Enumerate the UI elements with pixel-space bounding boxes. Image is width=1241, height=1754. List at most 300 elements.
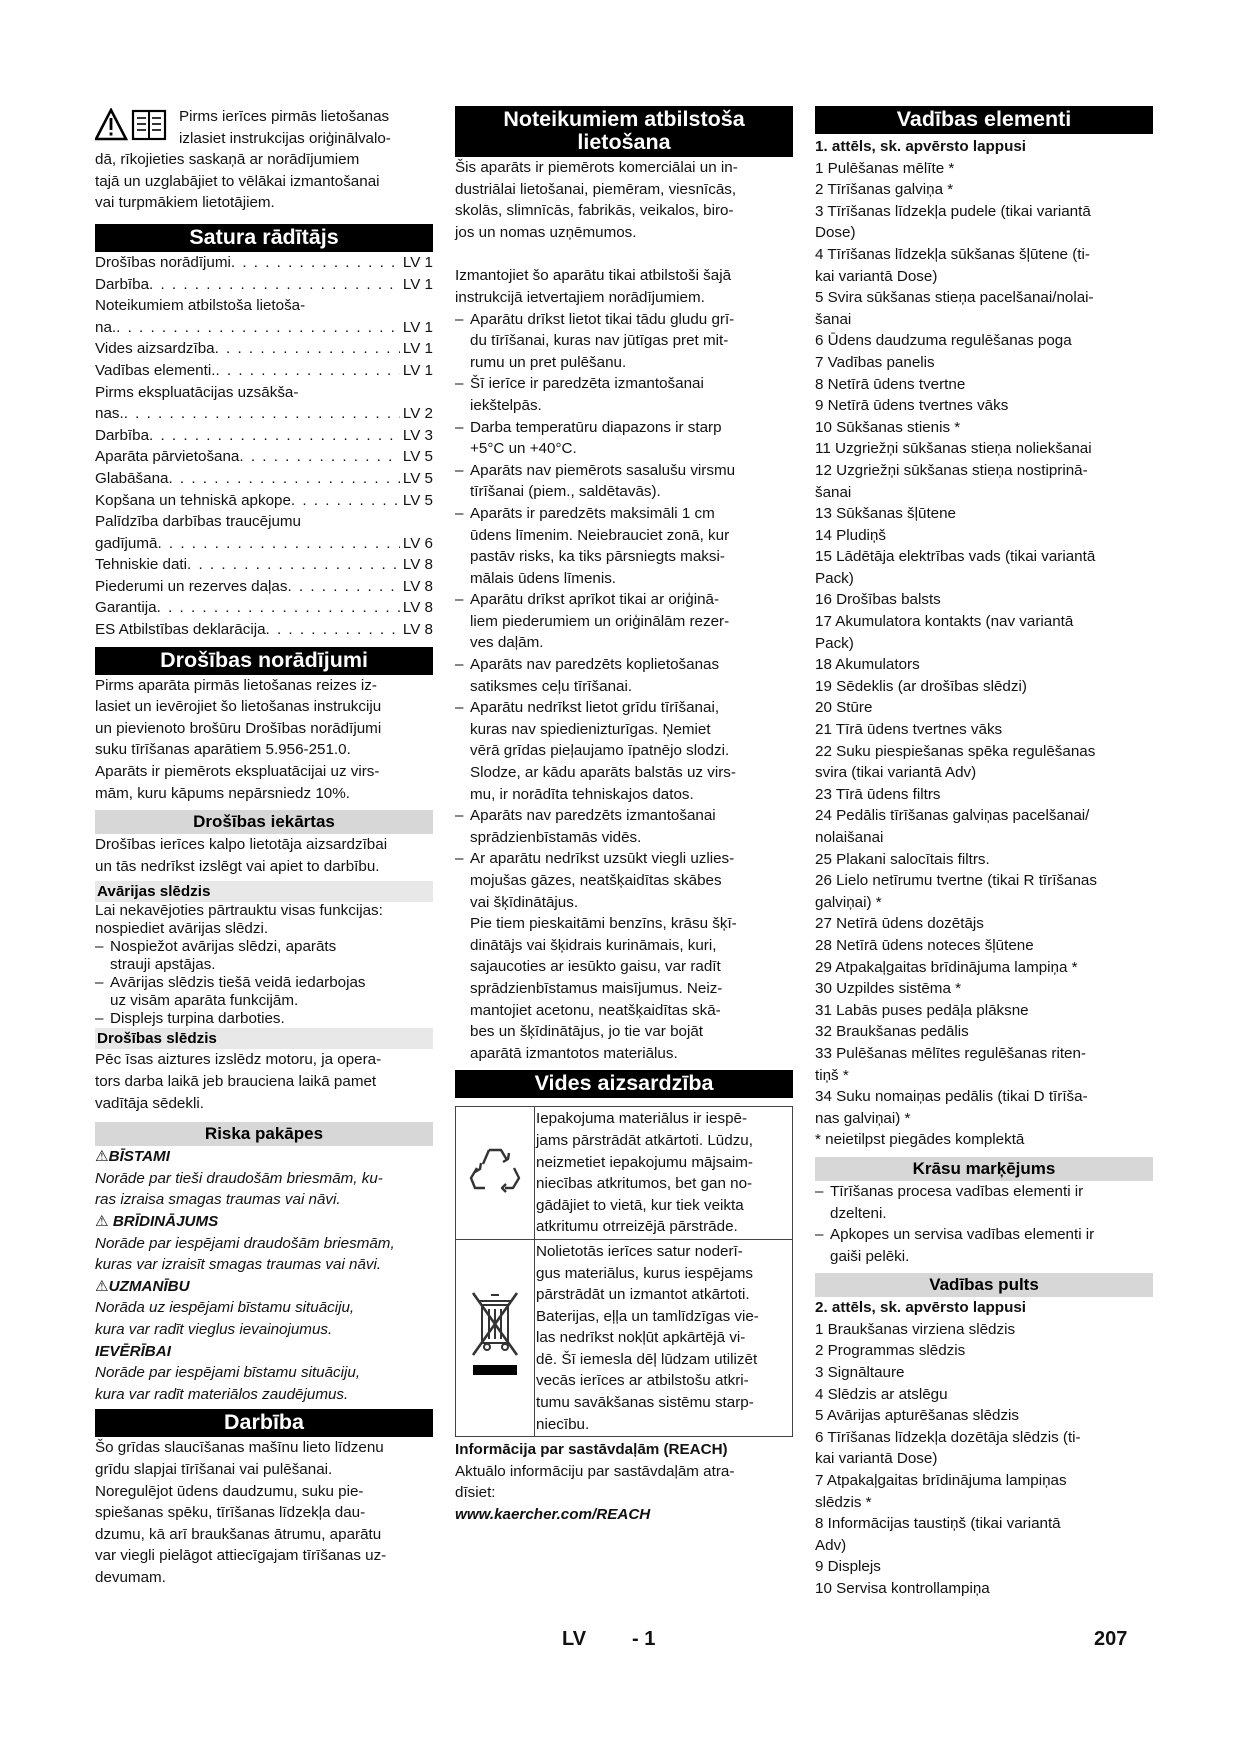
text-line: Aparāts ir piemērots ekspluatācijai uz virs- — [95, 763, 380, 781]
list-item-line: kai variantā Dose) — [815, 267, 938, 285]
intro-line: Pirms ierīces pirmās lietošanas — [179, 108, 390, 125]
list-item-line: 11 Uzgriežņi sūkšanas stieņa noliekšanai — [815, 440, 1092, 458]
list-item — [815, 503, 1153, 525]
text-line: Noregulējot ūdens daudzumu, suku pie- — [95, 1482, 364, 1500]
risk-level-description: kuras var izraisīt smagas traumas vai nāvi. — [95, 1256, 382, 1274]
risk-level-description: ras izraisa smagas traumas vai nāvi. — [95, 1191, 341, 1209]
toc-item — [95, 317, 433, 339]
env-text-line: niecības atkritumos, bet gan no- — [536, 1175, 753, 1193]
list-item-line: uz visām aparāta funkcijām. — [110, 992, 299, 1010]
text-line: Pirms aparāta pirmās lietošanas reizes iz- — [95, 676, 377, 694]
list-item — [815, 957, 1153, 979]
list-item — [815, 330, 1153, 352]
emergency-heading: Avārijas slēdzis — [95, 881, 433, 902]
list-item — [815, 1086, 1153, 1129]
list-item-line: 12 Uzgriežņi sūkšanas stieņa nostiprinā- — [815, 461, 1088, 479]
controls-heading: Vadības elementi — [815, 106, 1153, 134]
toc-item-title: Darbība — [95, 426, 150, 444]
toc-item — [95, 295, 433, 317]
env-text-line: jams pārstrādāt atkārtoti. Lūdzu, — [536, 1131, 753, 1149]
column-3 — [815, 106, 1153, 1600]
list-item-line: 18 Akumulators — [815, 656, 920, 674]
list-item — [815, 546, 1153, 589]
list-item-line: 4 Tīrīšanas līdzekļa sūkšanas šļūtene (ti- — [815, 245, 1090, 263]
text-line: un pievienoto brošūru Drošības norādījumi — [95, 719, 382, 737]
text-line: Šo grīdas slaucīšanas mašīnu lieto līdzenu — [95, 1439, 384, 1457]
list-item — [815, 1405, 1153, 1427]
text-line: grīdu slapjai tīrīšanai vai pulēšanai. — [95, 1460, 333, 1478]
list-item-line: galviņai) * — [815, 893, 882, 911]
toc-item-page: LV 2 — [402, 405, 433, 423]
list-item — [455, 589, 793, 654]
list-item — [815, 1043, 1153, 1086]
toc-leader — [187, 554, 400, 576]
list-item-line: liem piederumiem un oriģinālām rezer- — [470, 612, 730, 630]
toc-item — [95, 597, 433, 619]
list-item — [815, 978, 1153, 1000]
list-item-line: 9 Netīrā ūdens tvertnes vāks — [815, 397, 1009, 415]
list-item-line: ūdens līmenim. Neiebrauciet zonā, kur — [470, 526, 730, 544]
toc-item-title: Garantija — [95, 599, 157, 617]
list-item-line: – Šī ierīce ir paredzēta izmantošanai — [470, 375, 704, 393]
environment-heading: Vides aizsardzība — [455, 1070, 793, 1098]
footer-page-number: 207 — [1094, 1628, 1128, 1650]
list-item-line: sajaucoties ar iesūkto gaisu, var radīt — [470, 958, 721, 976]
column-1 — [95, 106, 433, 1588]
text-line: Aktuālo informāciju par sastāvdaļām atra- — [455, 1462, 735, 1480]
list-item-line: pastāv risks, ka tiks pārsniegts maksi- — [470, 548, 725, 566]
list-item-line: 24 Pedālis tīrīšanas galviņas pacelšanai/ — [815, 807, 1090, 825]
list-item — [815, 697, 1153, 719]
list-item — [815, 1000, 1153, 1022]
list-item-line: 6 Tīrīšanas līdzekļa dozētāja slēdzis (ti- — [815, 1428, 1081, 1446]
toc-leader — [231, 252, 400, 274]
list-item — [815, 287, 1153, 330]
list-item-line: – Aparāts nav piemērots sasalušu virsmu — [470, 461, 736, 479]
figure-1-ref: 1. attēls, sk. apvērsto lappusi — [815, 138, 1027, 155]
safety-text — [95, 675, 433, 805]
risk-level-description: Norāde par tieši draudošām briesmām, ku- — [95, 1169, 383, 1187]
list-item-line: 15 Lādētāja elektrības vads (tikai variantā — [815, 548, 1096, 566]
toc-leader — [149, 274, 400, 296]
list-item-line: 7 Atpakaļgaitas brīdinājuma lampiņas — [815, 1472, 1067, 1490]
toc-item-title: Palīdzība darbības traucējumu — [95, 513, 301, 531]
toc-item — [95, 619, 433, 641]
risk-level-description: Norāde par iespējami bīstamu situāciju, — [95, 1364, 361, 1382]
list-item-line: 16 Drošības balsts — [815, 591, 941, 609]
list-item-line: ves daļām. — [470, 634, 544, 652]
list-item — [815, 395, 1153, 417]
list-item — [455, 373, 793, 416]
toc-item-page: LV 1 — [402, 340, 433, 358]
text-line: dustriālai lietošanai, piemēram, viesnīcās, — [455, 180, 737, 198]
risk-level-description: Norāda uz iespējami bīstamu situāciju, — [95, 1299, 355, 1317]
toc-item-title: Glabāšana — [95, 469, 169, 487]
toc-item — [95, 382, 433, 404]
toc-leader — [149, 425, 400, 447]
text-line: dīsiet: — [455, 1484, 496, 1502]
color-coding-heading: Krāsu marķējums — [815, 1157, 1153, 1181]
toc-item — [95, 338, 433, 360]
text-line: tors darba laikā jeb brauciena laikā pamet — [95, 1073, 377, 1090]
list-item-line: vērā grīdas pieļaujamo īpatnējo slodzi. — [470, 742, 730, 760]
risk-level-label: IEVĒRĪBAI — [95, 1342, 171, 1360]
intro-line: izlasiet instrukcijas oriģinālvalo- — [179, 129, 391, 147]
list-item — [815, 417, 1153, 439]
toc-item-title: nas. — [95, 405, 124, 423]
toc-item-page: LV 8 — [402, 556, 433, 574]
toc-leader — [157, 597, 400, 619]
list-item-line: 23 Tīrā ūdens filtrs — [815, 785, 941, 803]
text-line: jos un nomas uzņēmumos. — [455, 223, 637, 241]
list-item — [95, 938, 433, 974]
list-item-line: 29 Atpakaļgaitas brīdinājuma lampiņa * — [815, 958, 1078, 976]
toc-item-title: Vadības elementi. — [95, 361, 216, 379]
text-line: vadītāja sēdekli. — [95, 1094, 204, 1112]
list-item — [815, 1340, 1153, 1362]
reach-heading: Informācija par sastāvdaļām (REACH) — [455, 1441, 728, 1459]
list-item-line: 8 Informācijas taustiņš (tikai variantā — [815, 1515, 1061, 1533]
env-text-line: las nedrīkst nokļūt apkārtējā vi- — [536, 1329, 746, 1347]
env-text-line: neizmetiet iepakojumu mājsaim- — [536, 1153, 753, 1171]
column-2 — [455, 106, 793, 1526]
toc-item — [95, 403, 433, 425]
list-item — [815, 676, 1153, 698]
risk-level-label: ⚠UZMANĪBU — [95, 1277, 190, 1295]
list-item-line: 17 Akumulatora kontakts (nav variantā — [815, 613, 1074, 631]
list-item-line: 10 Servisa kontrollampiņa — [815, 1580, 990, 1597]
list-item — [815, 201, 1153, 244]
toc-item — [95, 554, 433, 576]
list-item-line: satiksmes ceļu tīrīšanai. — [470, 677, 633, 695]
safety-switch-heading: Drošības slēdzis — [95, 1028, 433, 1049]
list-item-line: 8 Netīrā ūdens tvertne — [815, 375, 966, 393]
list-item — [815, 784, 1153, 806]
toc-item — [95, 274, 433, 296]
list-item-line: 26 Lielo netīrumu tvertne (tikai R tīrīšanas — [815, 872, 1097, 890]
list-item-line: kuras nav spiedienizturīgas. Ņemiet — [470, 720, 711, 738]
list-item — [455, 309, 793, 374]
list-item — [815, 935, 1153, 957]
list-item — [815, 1362, 1153, 1384]
text-line: Pēc īsas aiztures izslēdz motoru, ja opera- — [95, 1051, 382, 1069]
list-item — [455, 654, 793, 697]
intro-block — [95, 106, 433, 214]
list-item-line: Dose) — [815, 224, 856, 242]
list-item-line: – Aparātu drīkst aprīkot tikai ar oriģinā- — [470, 591, 720, 609]
toc-item-page: LV 8 — [402, 599, 433, 617]
list-item-line: – Nospiežot avārijas slēdzi, aparāts — [110, 938, 337, 956]
list-item-line: 6 Ūdens daudzuma regulēšanas poga — [815, 332, 1072, 350]
list-item-line: dinātājs vai šķidrais kurināmais, kuri, — [470, 936, 717, 954]
operation-heading: Darbība — [95, 1409, 433, 1437]
toc-item-title: gadījumā — [95, 534, 158, 552]
intro-line: vai turpmākiem lietotājiem. — [95, 194, 275, 212]
toc-item — [95, 425, 433, 447]
list-item-line: Pie tiem pieskaitāmi benzīns, krāsu šķī- — [470, 915, 737, 933]
list-item-line: iekštelpās. — [470, 396, 542, 414]
text-line: Drošības ierīces kalpo lietotāja aizsardzībai — [95, 836, 388, 854]
list-item-line: 1 Braukšanas virziena slēdzis — [815, 1320, 1016, 1338]
toc-item-title: Drošības norādījumi — [95, 253, 231, 271]
emergency-list — [95, 938, 433, 1028]
toc-item-page: LV 1 — [402, 253, 433, 271]
list-item — [815, 460, 1153, 503]
toc-item-title: Darbība — [95, 275, 150, 293]
toc-item — [95, 533, 433, 555]
list-item-line: kai variantā Dose) — [815, 1450, 938, 1468]
list-item — [815, 741, 1153, 784]
heading-line: lietošana — [577, 130, 671, 154]
toc-item-page: LV 1 — [402, 361, 433, 379]
toc-item-title: Pirms ekspluatācijas uzsākša- — [95, 383, 299, 401]
list-item-line: 31 Labās puses pedāļa plāksne — [815, 1001, 1029, 1019]
toc-item-page: LV 3 — [402, 426, 433, 444]
list-item — [815, 374, 1153, 396]
env-text-line: gādājiet to vietā, kur tiek veikta — [536, 1196, 744, 1214]
list-item — [815, 1470, 1153, 1513]
toc-leader — [215, 360, 399, 382]
toc-leader — [168, 468, 399, 490]
toc-item-title: Noteikumiem atbilstoša lietoša- — [95, 297, 306, 315]
list-item — [95, 974, 433, 1010]
toc-item — [95, 360, 433, 382]
list-item-line: mu, ir norādīta tehniskajos datos. — [470, 785, 694, 803]
risk-level-description: Norāde par iespējami draudošām briesmām, — [95, 1234, 395, 1252]
toc-item-page: LV 8 — [402, 577, 433, 595]
list-item — [815, 913, 1153, 935]
list-item-line: mojušas gāzes, neatšķaidītas skābes — [470, 872, 722, 889]
controls-list — [815, 158, 1153, 1130]
toc-item-page: LV 6 — [402, 534, 433, 552]
list-item-line: šanai — [815, 310, 852, 328]
list-item-line: mantojiet acetonu, neatšķaidītas skā- — [470, 1001, 721, 1019]
list-item-line: mālais ūdens līmenis. — [470, 569, 617, 587]
env-text-line: dē. Šī iemesla dēļ lūdzam utilizēt — [536, 1350, 758, 1368]
list-item — [95, 1010, 433, 1028]
list-item-line: aparātā izmantotos materiālus. — [470, 1044, 678, 1062]
toc-item-title: na. — [95, 318, 117, 336]
toc-leader — [215, 338, 400, 360]
env-text-line: atkritumu otrreizējā pārstrāde. — [536, 1218, 738, 1236]
risk-level-label: ⚠ BRĪDINĀJUMS — [95, 1212, 219, 1230]
text-line: nospiediet avārijas slēdzi. — [95, 920, 269, 938]
toc-item-title: Tehniskie dati — [95, 556, 188, 574]
text-line: dzumu, kā arī braukšanas ātrumu, aparātu — [95, 1525, 382, 1543]
list-item — [815, 611, 1153, 654]
footer-local-page: - 1 — [632, 1628, 656, 1650]
list-item-line: bes un šķīdinātājus, jo tie var bojāt — [470, 1023, 704, 1041]
list-item — [455, 503, 793, 589]
list-item-line: du tīrīšanai, kuras nav jūtīgas pret mit- — [470, 332, 729, 350]
list-item-line: nas galviņai) * — [815, 1109, 911, 1127]
list-item-line: Adv) — [815, 1536, 847, 1554]
text-line: Šis aparāts ir piemērots komerciālai un in- — [455, 159, 738, 176]
env-text-line: Nolietotās ierīces satur noderī- — [536, 1242, 743, 1260]
list-item — [815, 1556, 1153, 1578]
env-text-line: Iepakojuma materiālus ir iespē- — [536, 1110, 748, 1128]
table-of-contents — [95, 252, 433, 641]
list-item-line: 3 Tīrīšanas līdzekļa pudele (tikai variantā — [815, 202, 1091, 220]
intro-line: tajā un uzglabājiet to vēlākai izmantošanai — [95, 172, 380, 190]
intended-use-list — [455, 309, 793, 1065]
list-item-line: – Ar aparātu nedrīkst uzsūkt viegli uzlies- — [470, 850, 735, 868]
list-item-line: 4 Slēdzis ar atslēgu — [815, 1385, 948, 1403]
list-item-line: – Displejs turpina darboties. — [110, 1010, 285, 1028]
list-item-line: 9 Displejs — [815, 1558, 881, 1576]
heading-line: Noteikumiem atbilstoša — [503, 107, 745, 131]
env-row-packaging — [456, 1107, 793, 1240]
list-item — [815, 158, 1153, 180]
list-item-line: 32 Braukšanas pedālis — [815, 1023, 969, 1041]
list-item — [815, 1578, 1153, 1600]
toc-heading: Satura rādītājs — [95, 224, 433, 252]
list-item — [815, 1513, 1153, 1556]
text-line: suku tīrīšanas aparātiem 5.956-251.0. — [95, 741, 351, 759]
list-item-line: 13 Sūkšanas šļūtene — [815, 505, 957, 523]
list-item-line: – Aparāts nav paredzēts izmantošanai — [470, 807, 716, 825]
toc-item-title: Piederumi un rezerves daļas — [95, 577, 288, 595]
intended-use-heading — [455, 106, 793, 157]
toc-item-title: Kopšana un tehniskā apkope — [95, 491, 291, 509]
toc-item — [95, 446, 433, 468]
list-item-line: 21 Tīrā ūdens tvertnes vāks — [815, 721, 1003, 739]
list-item-line: 2 Tīrīšanas galviņa * — [815, 181, 954, 199]
footer-language: LV — [562, 1628, 587, 1650]
toc-item-title: Aparāta pārvietošana — [95, 448, 240, 466]
risk-levels — [95, 1146, 433, 1405]
toc-leader — [239, 446, 399, 468]
toc-item-page: LV 1 — [402, 275, 433, 293]
list-item — [815, 654, 1153, 676]
list-item-line: Slodze, ar kādu aparāts balstās uz virs- — [470, 764, 736, 782]
warning-manual-icon — [95, 108, 175, 142]
list-item-line: 7 Vadības panelis — [815, 353, 935, 371]
list-item — [815, 870, 1153, 913]
crossed-bin-icon — [456, 1239, 535, 1436]
env-text-packaging — [535, 1107, 793, 1240]
toc-leader — [157, 533, 399, 555]
toc-leader — [266, 619, 400, 641]
list-item-line: gaiši pelēki. — [830, 1247, 910, 1265]
list-item-line: Pack) — [815, 569, 854, 587]
text-line: instrukcijā ietvertajiem norādījumiem. — [455, 288, 705, 306]
operation-text — [95, 1437, 433, 1588]
toc-item — [95, 490, 433, 512]
risk-level-description: kura var radīt materiālos zaudējumus. — [95, 1385, 349, 1403]
list-item — [815, 805, 1153, 848]
list-item-line: šanai — [815, 483, 852, 501]
toc-item-page: LV 8 — [402, 621, 433, 639]
list-item-line: 34 Suku nomaiņas pedālis (tikai D tīrīša- — [815, 1088, 1088, 1106]
list-item — [815, 1021, 1153, 1043]
text-line: Lai nekavējoties pārtrauktu visas funkcijas: — [95, 902, 383, 920]
list-item — [815, 1427, 1153, 1470]
equipment-heading: Drošības iekārtas — [95, 810, 433, 834]
list-item-line: 2 Programmas slēdzis — [815, 1342, 966, 1360]
env-text-line: tumu savākšanas sistēmu starp- — [536, 1394, 754, 1412]
list-item-line: – Aparātu drīkst lietot tikai tādu gludu grī- — [470, 310, 735, 328]
list-item-line: 33 Pulēšanas mēlītes regulēšanas riten- — [815, 1044, 1086, 1062]
list-item — [815, 719, 1153, 741]
environment-table — [455, 1106, 793, 1437]
list-item — [815, 1384, 1153, 1406]
list-item-line: 28 Netīrā ūdens noteces šļūtene — [815, 936, 1034, 954]
toc-item — [95, 252, 433, 274]
list-item-line: rumu un pret pulēšanu. — [470, 353, 627, 371]
risk-heading: Riska pakāpes — [95, 1122, 433, 1146]
list-item-line: 20 Stūre — [815, 699, 873, 717]
list-item-line: vai šķīdinātājus. — [470, 893, 579, 911]
list-item-line: – Darba temperatūru diapazons ir starp — [470, 418, 722, 436]
list-item — [455, 417, 793, 460]
list-item — [815, 849, 1153, 871]
color-coding-list — [815, 1181, 1153, 1267]
toc-leader — [124, 403, 400, 425]
list-item — [815, 244, 1153, 287]
list-item — [455, 460, 793, 503]
env-text-devices — [535, 1239, 793, 1436]
list-item-line: – Aparāts ir paredzēts maksimāli 1 cm — [470, 504, 715, 522]
list-item-line: 5 Avārijas apturēšanas slēdzis — [815, 1407, 1020, 1425]
toc-item-page: LV 1 — [402, 318, 433, 336]
text-line: Izmantojiet šo aparātu tikai atbilstoši šajā — [455, 267, 732, 285]
list-item-line: dzelteni. — [830, 1204, 887, 1222]
control-panel-list — [815, 1319, 1153, 1600]
toc-item-title: ES Atbilstības deklarācija — [95, 621, 266, 639]
list-item-line: svira (tikai variantā Adv) — [815, 764, 977, 782]
list-item — [815, 1319, 1153, 1341]
risk-level-description: kura var radīt vieglus ievainojumus. — [95, 1320, 333, 1338]
text-line: mām, kuru kāpums nepārsniedz 10%. — [95, 784, 350, 802]
list-item-line: +5°C un +40°C. — [470, 440, 577, 458]
figure-2-ref: 2. attēls, sk. apvērsto lappusi — [815, 1299, 1027, 1317]
text-line: skolās, slimnīcās, fabrikās, veikalos, biro- — [455, 202, 734, 220]
text-line: un tās nedrīkst izslēgt vai apiet to darbību. — [95, 857, 380, 875]
list-item — [815, 589, 1153, 611]
list-item-line: tīrīšanai (piem., saldētavās). — [470, 483, 661, 501]
toc-item — [95, 576, 433, 598]
toc-item-page: LV 5 — [402, 491, 433, 509]
list-item-line: 27 Netīrā ūdens dozētājs — [815, 915, 984, 933]
footnote: * neietilpst piegādes komplektā — [815, 1131, 1025, 1149]
list-item — [815, 438, 1153, 460]
list-item-line: – Tīrīšanas procesa vadības elementi ir — [830, 1182, 1084, 1200]
reach-link[interactable]: www.kaercher.com/REACH — [455, 1506, 651, 1524]
list-item-line: sprādzienbīstamās vidēs. — [470, 828, 642, 846]
list-item — [455, 848, 793, 1064]
list-item-line: 10 Sūkšanas stienis * — [815, 418, 961, 436]
toc-item — [95, 468, 433, 490]
risk-level-label: ⚠BĪSTAMI — [95, 1148, 170, 1166]
toc-item — [95, 511, 433, 533]
env-text-line: pārstrādāt un izmantot atkārtoti. — [536, 1286, 750, 1304]
list-item-line: 22 Suku piespiešanas spēka regulēšanas — [815, 742, 1096, 760]
toc-item-title: Vides aizsardzība — [95, 340, 215, 358]
env-row-devices — [456, 1239, 793, 1436]
safety-heading: Drošības norādījumi — [95, 647, 433, 675]
text-line: spiešanas spēku, tīrīšanas līdzekļa dau- — [95, 1504, 366, 1522]
intro-line: dā, rīkojieties saskaņā ar norādījumiem — [95, 151, 360, 169]
list-item-line: Pack) — [815, 634, 854, 652]
list-item-line: slēdzis * — [815, 1493, 872, 1511]
list-item-line: 14 Pludiņš — [815, 526, 886, 544]
text-line: var viegli pielāgot attiecīgajam tīrīšanas uz- — [95, 1547, 387, 1565]
list-item-line: 25 Plakani salocītais filtrs. — [815, 850, 990, 868]
list-item-line: 5 Svira sūkšanas stieņa pacelšanai/nolai- — [815, 289, 1094, 307]
env-text-line: vecās ierīces ar atbilstošu atkri- — [536, 1372, 749, 1390]
list-item-line: sprādzienbīstamus maisījumus. Neiz- — [470, 979, 723, 997]
